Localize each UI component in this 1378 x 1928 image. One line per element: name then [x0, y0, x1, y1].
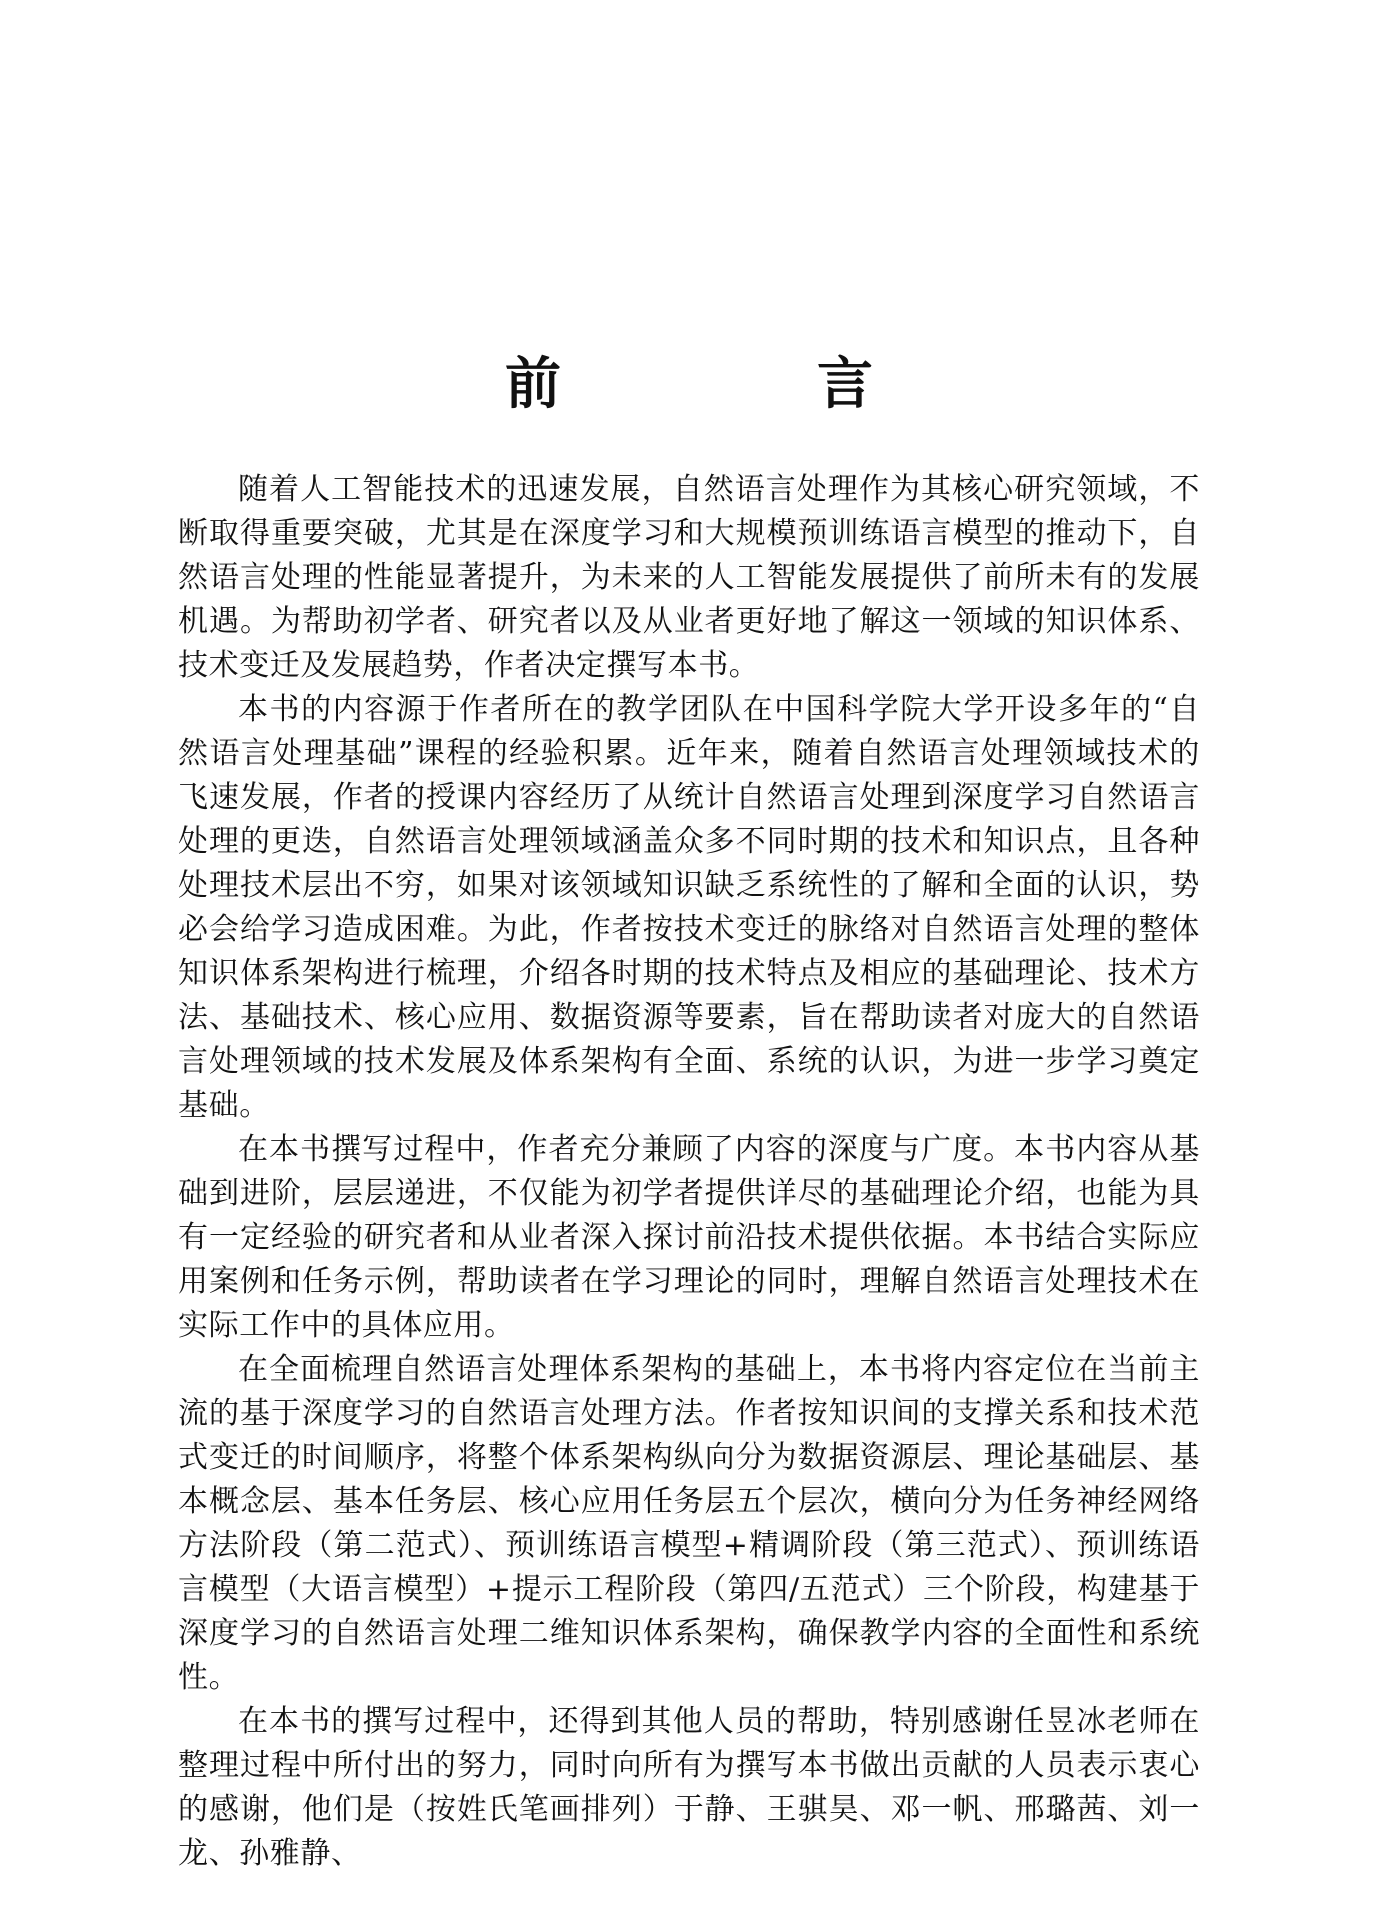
- paragraph-5: 在本书的撰写过程中，还得到其他人员的帮助，特别感谢任昱冰老师在整理过程中所付出的努力，同时向所有为撰写本书做出贡献的人员表示衷心的感谢，他们是（按姓氏笔画排列）于静、王骐昊、邓一帆、邢璐茜、刘一龙、孙雅静、: [178, 1704, 1200, 1871]
- paragraph-1: 随着人工智能技术的迅速发展，自然语言处理作为其核心研究领域，不断取得重要突破，尤其是在深度学习和大规模预训练语言模型的推动下，自然语言处理的性能显著提升，为未来的人工智能发展提供了前所未有的发展机遇。为帮助初学者、研究者以及从业者更好地了解这一领域的知识体系、技术变迁及发展趋势，作者决定撰写本书。: [178, 472, 1200, 683]
- page-title: 前 言: [505, 351, 973, 417]
- paragraph-4: 在全面梳理自然语言处理体系架构的基础上，本书将内容定位在当前主流的基于深度学习的自然语言处理方法。作者按知识间的支撑关系和技术范式变迁的时间顺序，将整个体系架构纵向分为数据资源层、理论基础层、基本概念层、基本任务层、核心应用任务层五个层次，横向分为任务神经网络方法阶段（第二范式）、预训练语言模型+精调阶段（第三范式）、预训练语言模型（大语言模型）+提示工程阶段（第四/五范式）三个阶段，构建基于深度学习的自然语言处理二维知识体系架构，确保教学内容的全面性和系统性。: [178, 1352, 1200, 1695]
- paragraph-3: 在本书撰写过程中，作者充分兼顾了内容的深度与广度。本书内容从基础到进阶，层层递进，不仅能为初学者提供详尽的基础理论介绍，也能为具有一定经验的研究者和从业者深入探讨前沿技术提供依据。本书结合实际应用案例和任务示例，帮助读者在学习理论的同时，理解自然语言处理技术在实际工作中的具体应用。: [178, 1132, 1200, 1343]
- paragraph-2: 本书的内容源于作者所在的教学团队在中国科学院大学开设多年的“自然语言处理基础”课程的经验积累。近年来，随着自然语言处理领域技术的飞速发展，作者的授课内容经历了从统计自然语言处理到深度学习自然语言处理的更迭，自然语言处理领域涵盖众多不同时期的技术和知识点，且各种处理技术层出不穷，如果对该领域知识缺乏系统性的了解和全面的认识，势必会给学习造成困难。为此，作者按技术变迁的脉络对自然语言处理的整体知识体系架构进行梳理，介绍各时期的技术特点及相应的基础理论、技术方法、基础技术、核心应用、数据资源等要素，旨在帮助读者对庞大的自然语言处理领域的技术发展及体系架构有全面、系统的认识，为进一步学习奠定基础。: [178, 692, 1200, 1123]
- preface-body: [178, 468, 1200, 1876]
